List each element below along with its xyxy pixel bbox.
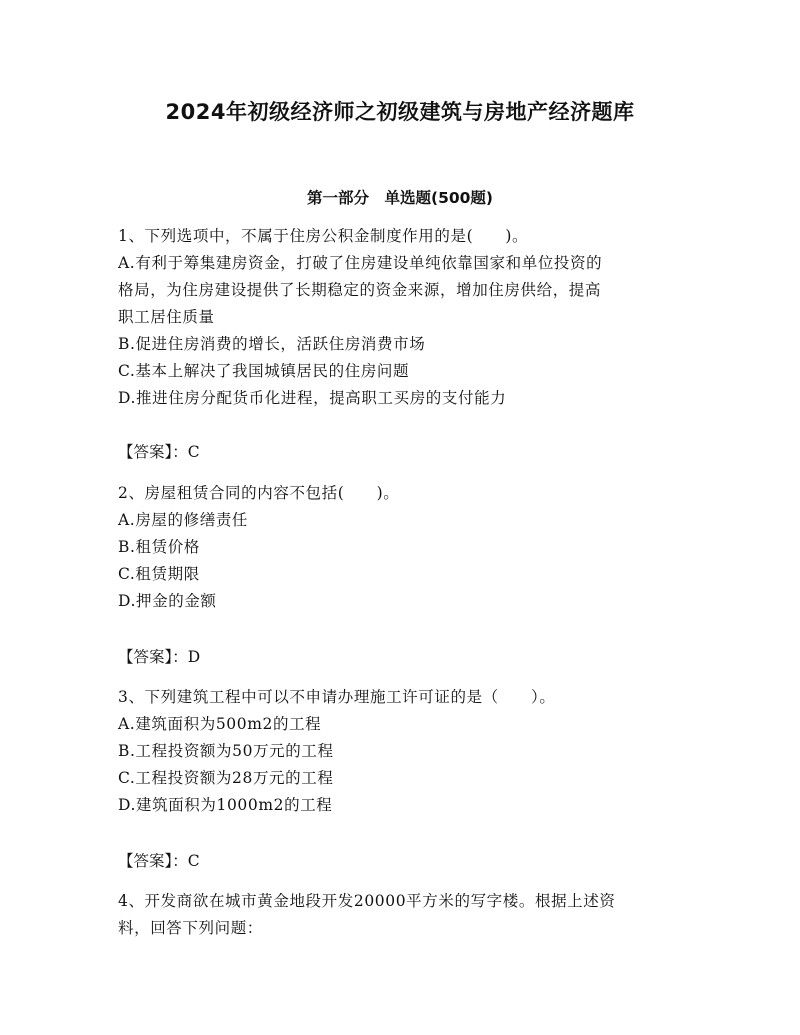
question-3-option-c: C.工程投资额为28万元的工程 [118,769,334,787]
question-2-answer: 【答案】：D [118,648,201,666]
question-4-stem-line-1: 4、开发商欲在城市黄金地段开发20000平方米的写字楼。根据上述资 [118,892,616,910]
question-1-answer: 【答案】：C [118,443,200,461]
section-heading: 第一部分 单选题(500题) [306,189,494,207]
question-1-option-a-line-3: 职工居住质量 [118,308,215,326]
question-1-option-a-line-1: A.有利于筹集建房资金，打破了住房建设单纯依靠国家和单位投资的 [118,254,603,272]
question-2-option-b: B.租赁价格 [118,538,200,556]
question-2-option-d: D.押金的金额 [118,592,217,610]
question-4-stem-line-2: 料，回答下列问题： [118,919,263,937]
question-3-option-a: A.建筑面积为500m2的工程 [118,715,322,733]
question-2-stem: 2、房屋租赁合同的内容不包括( )。 [118,484,400,502]
question-3-option-b: B.工程投资额为50万元的工程 [118,742,334,760]
question-1-option-c: C.基本上解决了我国城镇居民的住房问题 [118,362,410,380]
question-1-option-b: B.促进住房消费的增长，活跃住房消费市场 [118,335,426,353]
question-2-option-c: C.租赁期限 [118,565,200,583]
page-title: 2024年初级经济师之初级建筑与房地产经济题库 [165,100,635,124]
question-1-option-d: D.推进住房分配货币化进程，提高职工买房的支付能力 [118,389,507,407]
question-1-stem: 1、下列选项中，不属于住房公积金制度作用的是( )。 [118,227,529,245]
question-3-option-d: D.建筑面积为1000m2的工程 [118,796,333,814]
question-3-stem: 3、下列建筑工程中可以不申请办理施工许可证的是（ ）。 [118,688,556,706]
question-2-option-a: A.房屋的修缮责任 [118,511,249,529]
question-3-answer: 【答案】：C [118,852,200,870]
question-1-option-a-line-2: 格局，为住房建设提供了长期稳定的资金来源，增加住房供给，提高 [118,281,602,299]
